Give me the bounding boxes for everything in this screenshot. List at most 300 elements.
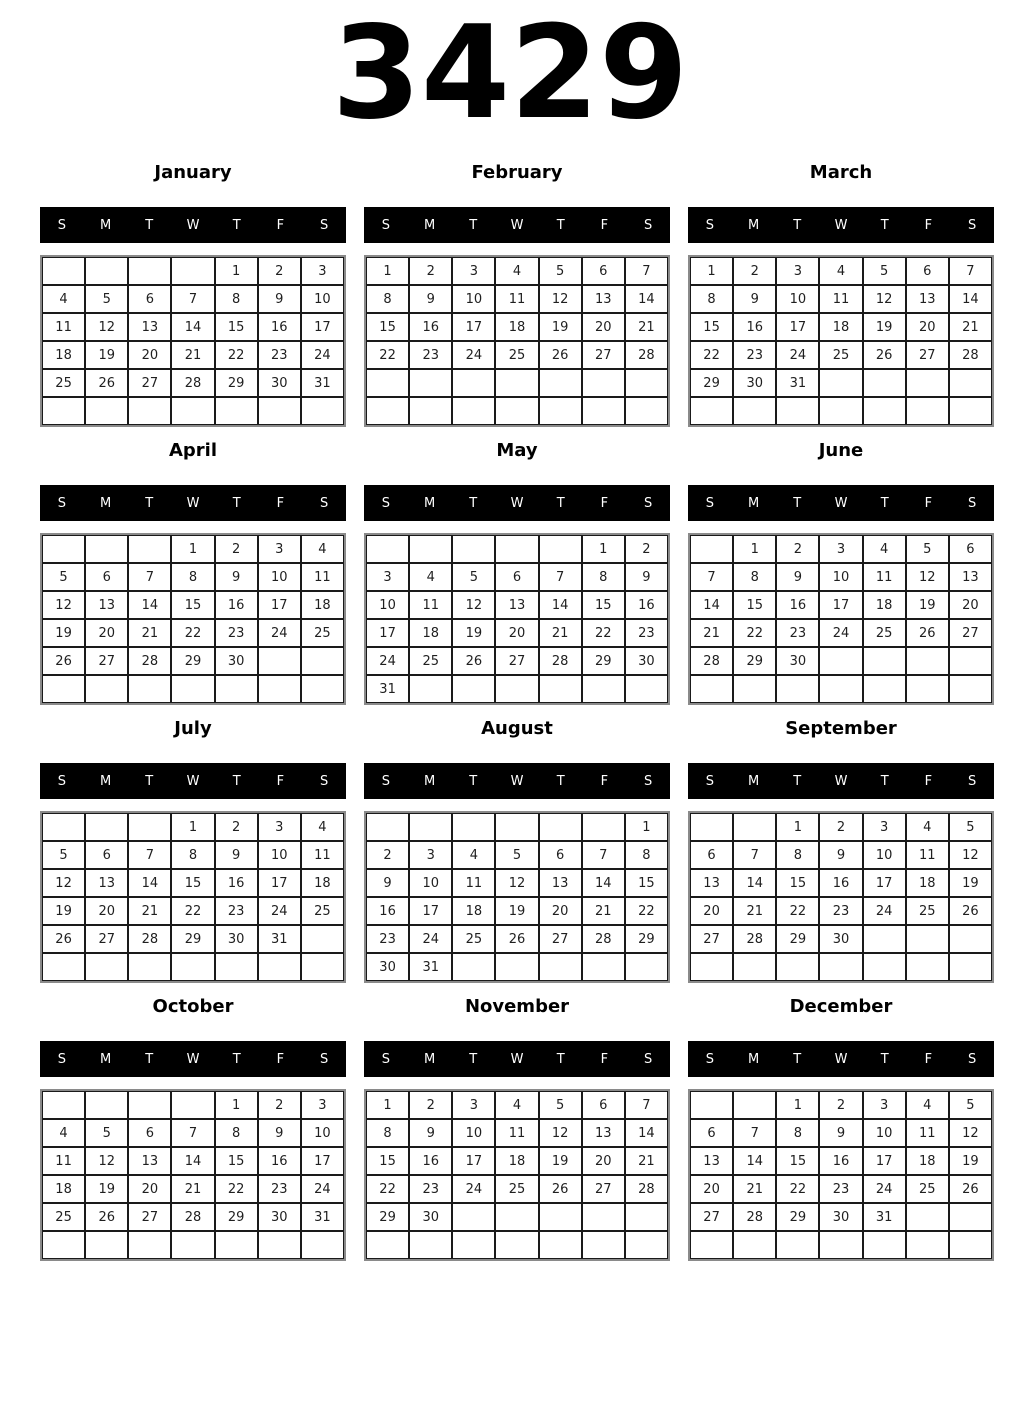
day-cell [409,369,452,397]
day-cell [171,675,214,703]
day-cell: 2 [409,1091,452,1119]
day-cell: 31 [776,369,819,397]
week-row [42,925,344,953]
week-row [42,313,344,341]
weekday-letter: S [644,495,653,511]
day-cell: 14 [949,285,992,313]
day-cell: 30 [258,1203,301,1231]
weekday-letter: T [469,495,478,511]
day-cell [733,397,776,425]
weekday-letter: T [793,495,802,511]
day-cell: 16 [625,591,668,619]
day-cell: 21 [625,1147,668,1175]
weekday-letter: M [423,495,436,511]
month-grid [690,1091,992,1259]
day-cell: 6 [128,1119,171,1147]
day-cell: 4 [409,563,452,591]
day-cell: 21 [625,313,668,341]
day-cell: 17 [863,1147,906,1175]
month-grid-frame [40,811,346,983]
day-cell: 11 [906,1119,949,1147]
day-cell: 2 [258,257,301,285]
month-title: May [496,440,538,461]
day-cell: 23 [819,897,862,925]
week-row [690,563,992,591]
week-row [690,1231,992,1259]
month-block [40,441,346,705]
weekday-letter: S [57,217,66,233]
weekday-letter: T [793,217,802,233]
week-row [366,1175,668,1203]
day-cell: 30 [776,647,819,675]
day-cell: 27 [539,925,582,953]
day-cell: 28 [949,341,992,369]
week-row [366,675,668,703]
day-cell [128,813,171,841]
day-cell: 12 [452,591,495,619]
day-cell: 12 [42,869,85,897]
day-cell: 23 [366,925,409,953]
day-cell: 13 [906,285,949,313]
day-cell [495,1203,538,1231]
weekday-letter: S [644,217,653,233]
day-cell: 14 [128,869,171,897]
day-cell [733,953,776,981]
month-block [40,997,346,1261]
month-block [364,163,670,427]
week-row [42,841,344,869]
day-cell: 13 [582,1119,625,1147]
weekday-letter: M [747,773,760,789]
day-cell: 20 [690,1175,733,1203]
weekday-header [688,207,994,243]
day-cell [949,953,992,981]
day-cell: 10 [409,869,452,897]
day-cell [906,1203,949,1231]
month-block [40,163,346,427]
day-cell [863,397,906,425]
day-cell: 22 [582,619,625,647]
week-row [366,591,668,619]
day-cell: 2 [819,1091,862,1119]
day-cell: 26 [42,925,85,953]
day-cell: 19 [85,341,128,369]
week-row [42,1175,344,1203]
weekday-letter: T [880,217,889,233]
day-cell: 14 [582,869,625,897]
day-cell [301,953,344,981]
day-cell: 18 [495,313,538,341]
day-cell: 21 [733,1175,776,1203]
day-cell: 12 [906,563,949,591]
week-row [690,591,992,619]
day-cell: 22 [776,1175,819,1203]
weekday-header [688,1041,994,1077]
day-cell [452,369,495,397]
weekday-letter: T [145,217,154,233]
day-cell: 15 [366,1147,409,1175]
day-cell: 8 [582,563,625,591]
weekday-header [40,207,346,243]
day-cell: 18 [301,869,344,897]
day-cell: 1 [776,813,819,841]
day-cell: 7 [625,257,668,285]
day-cell: 2 [819,813,862,841]
week-row [42,813,344,841]
day-cell: 6 [582,257,625,285]
day-cell: 19 [452,619,495,647]
week-row [690,285,992,313]
day-cell: 15 [171,591,214,619]
week-row [42,953,344,981]
day-cell: 3 [863,813,906,841]
day-cell: 14 [128,591,171,619]
day-cell [128,1231,171,1259]
day-cell: 28 [690,647,733,675]
week-row [690,341,992,369]
day-cell [625,953,668,981]
weekday-header [364,763,670,799]
weekday-letter: F [600,217,609,233]
day-cell: 25 [42,1203,85,1231]
weekday-letter: F [600,1051,609,1067]
day-cell [366,535,409,563]
month-title: November [464,996,570,1017]
day-cell: 6 [85,563,128,591]
day-cell: 26 [539,1175,582,1203]
day-cell: 17 [301,1147,344,1175]
day-cell [452,953,495,981]
day-cell: 3 [258,813,301,841]
day-cell [258,647,301,675]
day-cell: 12 [495,869,538,897]
day-cell: 3 [301,257,344,285]
week-row [366,1231,668,1259]
day-cell: 5 [85,1119,128,1147]
month-grid-frame [40,1089,346,1261]
month-block [688,163,994,427]
day-cell [301,397,344,425]
month-title: July [174,718,212,739]
day-cell: 22 [776,897,819,925]
day-cell: 7 [690,563,733,591]
day-cell: 19 [863,313,906,341]
day-cell: 7 [171,1119,214,1147]
day-cell: 19 [42,619,85,647]
day-cell: 10 [863,1119,906,1147]
day-cell: 13 [690,869,733,897]
weekday-letter: S [644,773,653,789]
weekday-letter: T [556,495,565,511]
day-cell: 26 [949,897,992,925]
day-cell [539,813,582,841]
month-grid-frame [688,811,994,983]
day-cell: 12 [949,841,992,869]
day-cell: 12 [85,313,128,341]
day-cell: 30 [215,925,258,953]
day-cell: 29 [776,1203,819,1231]
day-cell: 13 [85,591,128,619]
week-row [42,591,344,619]
day-cell: 2 [366,841,409,869]
day-cell: 8 [776,1119,819,1147]
day-cell [366,369,409,397]
day-cell: 5 [863,257,906,285]
weekday-letter: W [834,773,848,789]
day-cell: 7 [539,563,582,591]
day-cell [863,369,906,397]
day-cell: 24 [301,1175,344,1203]
month-block [364,441,670,705]
day-cell: 17 [863,869,906,897]
day-cell [258,953,301,981]
day-cell: 17 [258,591,301,619]
week-row [690,953,992,981]
day-cell: 30 [258,369,301,397]
day-cell: 15 [582,591,625,619]
day-cell [625,675,668,703]
day-cell [863,675,906,703]
day-cell: 3 [452,1091,495,1119]
day-cell: 5 [452,563,495,591]
day-cell: 9 [366,869,409,897]
day-cell: 4 [906,813,949,841]
weekday-letter: F [600,773,609,789]
day-cell: 22 [171,897,214,925]
month-block [364,997,670,1261]
day-cell: 1 [582,535,625,563]
weekday-letter: S [320,1051,329,1067]
weekday-letter: W [186,217,200,233]
week-row [366,619,668,647]
day-cell: 17 [409,897,452,925]
weekday-letter: T [880,773,889,789]
weekday-letter: T [232,1051,241,1067]
day-cell: 14 [733,869,776,897]
day-cell: 15 [625,869,668,897]
weekday-letter: S [705,773,714,789]
day-cell [85,1091,128,1119]
weekday-header [364,207,670,243]
month-grid [366,1091,668,1259]
day-cell [582,1231,625,1259]
day-cell [128,397,171,425]
day-cell: 30 [625,647,668,675]
day-cell: 14 [625,1119,668,1147]
day-cell: 15 [733,591,776,619]
day-cell: 24 [452,341,495,369]
week-row [690,869,992,897]
weekday-letter: T [232,773,241,789]
week-row [42,341,344,369]
day-cell [85,1231,128,1259]
day-cell: 28 [733,1203,776,1231]
day-cell [215,397,258,425]
day-cell: 18 [301,591,344,619]
day-cell: 31 [863,1203,906,1231]
day-cell: 4 [301,535,344,563]
day-cell: 14 [690,591,733,619]
weekday-letter: F [924,1051,933,1067]
day-cell: 5 [42,841,85,869]
day-cell: 8 [690,285,733,313]
weekday-letter: M [423,773,436,789]
week-row [366,841,668,869]
weekday-letter: T [556,1051,565,1067]
day-cell [863,647,906,675]
weekday-letter: W [186,1051,200,1067]
day-cell [366,1231,409,1259]
week-row [690,535,992,563]
day-cell: 16 [776,591,819,619]
day-cell: 8 [625,841,668,869]
day-cell [582,813,625,841]
day-cell: 4 [301,813,344,841]
day-cell: 25 [495,1175,538,1203]
day-cell: 12 [539,1119,582,1147]
day-cell: 2 [215,535,258,563]
month-grid-frame [688,1089,994,1261]
month-grid [690,257,992,425]
day-cell: 3 [819,535,862,563]
week-row [690,1203,992,1231]
day-cell: 2 [258,1091,301,1119]
week-row [42,619,344,647]
day-cell: 31 [366,675,409,703]
day-cell: 6 [690,841,733,869]
day-cell: 11 [42,1147,85,1175]
day-cell: 29 [776,925,819,953]
week-row [366,647,668,675]
day-cell: 31 [301,369,344,397]
day-cell: 21 [128,897,171,925]
day-cell: 19 [42,897,85,925]
day-cell: 26 [42,647,85,675]
weekday-header [40,763,346,799]
day-cell [906,647,949,675]
day-cell: 19 [906,591,949,619]
weekday-letter: S [968,1051,977,1067]
day-cell: 8 [366,1119,409,1147]
week-row [42,1147,344,1175]
day-cell [258,1231,301,1259]
day-cell: 22 [171,619,214,647]
day-cell [906,925,949,953]
day-cell: 18 [42,341,85,369]
day-cell: 1 [215,1091,258,1119]
day-cell [776,397,819,425]
weekday-letter: T [145,495,154,511]
months-grid [40,163,1020,1261]
week-row [42,1203,344,1231]
day-cell [495,1231,538,1259]
day-cell: 23 [625,619,668,647]
day-cell: 24 [366,647,409,675]
day-cell: 19 [949,1147,992,1175]
weekday-letter: T [556,217,565,233]
week-row [690,619,992,647]
day-cell [539,1203,582,1231]
day-cell [539,675,582,703]
day-cell [863,1231,906,1259]
week-row [690,1175,992,1203]
weekday-letter: M [99,495,112,511]
day-cell: 31 [258,925,301,953]
month-grid-frame [688,255,994,427]
day-cell: 29 [171,647,214,675]
day-cell: 5 [495,841,538,869]
day-cell: 22 [690,341,733,369]
day-cell: 5 [539,257,582,285]
weekday-letter: T [880,1051,889,1067]
day-cell [733,675,776,703]
day-cell: 9 [409,285,452,313]
day-cell [128,953,171,981]
week-row [690,257,992,285]
weekday-letter: W [510,773,524,789]
month-title: January [154,162,232,183]
day-cell: 13 [582,285,625,313]
week-row [42,563,344,591]
day-cell: 8 [215,285,258,313]
day-cell [452,813,495,841]
day-cell [690,675,733,703]
day-cell: 19 [539,313,582,341]
day-cell [582,397,625,425]
day-cell: 12 [42,591,85,619]
day-cell: 24 [258,619,301,647]
weekday-letter: M [747,1051,760,1067]
day-cell: 21 [171,1175,214,1203]
week-row [42,869,344,897]
day-cell: 5 [906,535,949,563]
day-cell: 17 [776,313,819,341]
day-cell: 12 [863,285,906,313]
weekday-letter: M [99,773,112,789]
day-cell [906,675,949,703]
day-cell [733,813,776,841]
day-cell: 14 [625,285,668,313]
day-cell [582,675,625,703]
month-title: February [471,162,563,183]
day-cell: 10 [301,1119,344,1147]
day-cell [949,1203,992,1231]
day-cell: 29 [215,1203,258,1231]
day-cell [582,1203,625,1231]
weekday-letter: T [145,773,154,789]
day-cell: 9 [819,1119,862,1147]
day-cell: 18 [819,313,862,341]
day-cell [42,535,85,563]
month-grid [690,813,992,981]
day-cell [690,535,733,563]
day-cell: 2 [215,813,258,841]
day-cell: 11 [301,563,344,591]
weekday-letter: S [968,217,977,233]
day-cell: 21 [949,313,992,341]
day-cell: 11 [301,841,344,869]
day-cell: 23 [409,1175,452,1203]
week-row [366,313,668,341]
day-cell: 21 [733,897,776,925]
day-cell: 22 [215,1175,258,1203]
weekday-letter: T [232,217,241,233]
day-cell: 3 [366,563,409,591]
day-cell [42,813,85,841]
weekday-letter: S [57,773,66,789]
weekday-letter: F [276,495,285,511]
day-cell [949,675,992,703]
